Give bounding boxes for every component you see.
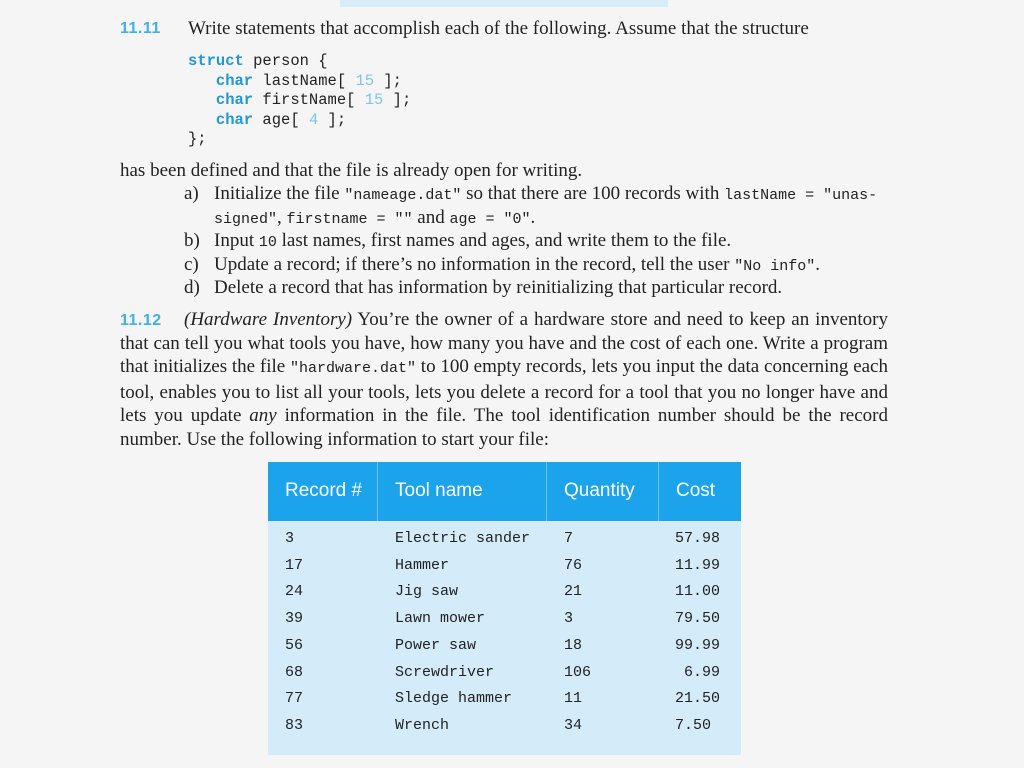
text: to 100 empty records, lets you input the data concerning each tool, enables you to list all your tools, lets you delete a record for a tool that you no longer have and lets you update: [120, 356, 888, 426]
cost-cell: 6.99: [675, 663, 721, 681]
inline-code: signed": [214, 211, 278, 228]
inline-code: age = "0": [449, 211, 531, 228]
quantity-cell: 18: [564, 636, 583, 654]
emphasis: any: [249, 405, 277, 426]
record-number-cell: 83: [285, 716, 304, 734]
after-code-text: has been defined and that the file is already open for writing.: [120, 160, 583, 181]
cost-cell: 11.00: [675, 583, 721, 601]
record-number-cell: 77: [285, 690, 304, 708]
quantity-cell: 106: [564, 663, 592, 681]
item-label-b: b): [184, 230, 200, 251]
inline-code: lastName = "unas-: [724, 187, 878, 204]
inline-code: "No info": [734, 258, 816, 275]
text: information in the file. The tool identification number should be the record number. Use the following information to start your file:: [120, 405, 888, 450]
tool-name-cell: Lawn mower: [395, 610, 486, 628]
code-text: age[: [253, 110, 309, 129]
text: so that there are 100 records with: [461, 183, 725, 204]
code-literal: 15: [355, 71, 375, 90]
quantity-cell: 21: [564, 583, 583, 601]
column-header-quantity: Quantity: [546, 462, 658, 521]
item-label-a: a): [184, 183, 199, 204]
code-text: ];: [318, 110, 347, 129]
item-b-text: [214, 229, 731, 254]
code-literal: 4: [308, 110, 319, 129]
exercise-paragraph: [120, 308, 888, 451]
inventory-table: [268, 462, 741, 755]
record-number-cell: 24: [285, 583, 304, 601]
inline-code: "nameage.dat": [344, 187, 462, 204]
table-header: [268, 462, 741, 521]
code-keyword: char: [215, 71, 254, 90]
exercise-number: 11.11: [120, 20, 161, 37]
text: Update a record; if there’s no information in the record, tell the user: [214, 254, 735, 275]
text: Input: [214, 230, 259, 251]
record-number-cell: 17: [285, 556, 304, 574]
cost-cell: 99.99: [675, 636, 721, 654]
code-text: firstName[: [253, 91, 365, 109]
code-text: lastName[: [253, 71, 356, 90]
column-header-tool-name: Tool name: [377, 462, 546, 521]
code-text: ];: [374, 71, 402, 90]
item-d-text: Delete a record that has information by reinitializing that particular record.: [214, 277, 783, 298]
tool-name-cell: Electric sander: [395, 530, 531, 547]
code-block: [188, 52, 411, 150]
code-keyword: struct: [188, 52, 244, 70]
tool-name-cell: Hammer: [395, 556, 450, 574]
text: and: [412, 207, 450, 228]
text: last names, first names and ages, and write them to the file.: [276, 230, 732, 251]
quantity-cell: 34: [564, 716, 583, 734]
cost-cell: 7.50: [675, 716, 712, 734]
record-number-cell: 56: [285, 636, 304, 654]
quantity-cell: 11: [564, 690, 583, 708]
cost-cell: 11.99: [675, 556, 721, 574]
code-text: person {: [243, 52, 328, 70]
item-c-text: [214, 253, 820, 278]
code-keyword: char: [215, 110, 254, 129]
tool-name-cell: Power saw: [395, 636, 477, 654]
inline-code: 10: [258, 234, 277, 251]
code-literal: 15: [364, 91, 384, 109]
top-tab-decoration: [340, 0, 668, 7]
item-label-d: d): [184, 277, 200, 298]
text: .: [530, 207, 536, 228]
item-a-text-cont: [214, 206, 535, 231]
code-keyword: char: [215, 91, 254, 109]
text: Initialize the file: [214, 183, 345, 204]
column-header-record: Record #: [285, 480, 363, 501]
tool-name-cell: Screwdriver: [395, 663, 495, 681]
inline-code: firstname = "": [286, 211, 413, 228]
cost-cell: 21.50: [675, 690, 721, 708]
exercise-title: (Hardware Inventory): [184, 309, 353, 330]
cost-cell: 57.98: [675, 530, 721, 547]
exercise-intro: Write statements that accomplish each of the following. Assume that the structure: [188, 18, 809, 39]
code-text: ];: [383, 91, 412, 109]
code-text: };: [188, 130, 207, 148]
text: You’re the owner of a hardware store and need to keep an inventory that can tell you what tools you have, how many you have and the cost of each one. Write a program that initializes the file: [120, 309, 888, 377]
tool-name-cell: Wrench: [395, 716, 450, 734]
exercise-number: 11.12: [120, 312, 162, 329]
text: ,: [277, 207, 287, 228]
tool-name-cell: Sledge hammer: [395, 690, 513, 708]
item-label-c: c): [184, 254, 199, 275]
inline-code: "hardware.dat": [290, 360, 417, 377]
record-number-cell: 68: [285, 663, 304, 681]
text: .: [815, 254, 820, 275]
item-a-text: [214, 182, 877, 207]
quantity-cell: 7: [564, 530, 574, 547]
quantity-cell: 76: [564, 556, 583, 574]
record-number-cell: 3: [285, 530, 295, 547]
column-header-cost: Cost: [658, 462, 741, 521]
tool-name-cell: Jig saw: [395, 583, 459, 601]
quantity-cell: 3: [564, 610, 574, 628]
cost-cell: 79.50: [675, 610, 721, 628]
record-number-cell: 39: [285, 610, 304, 628]
